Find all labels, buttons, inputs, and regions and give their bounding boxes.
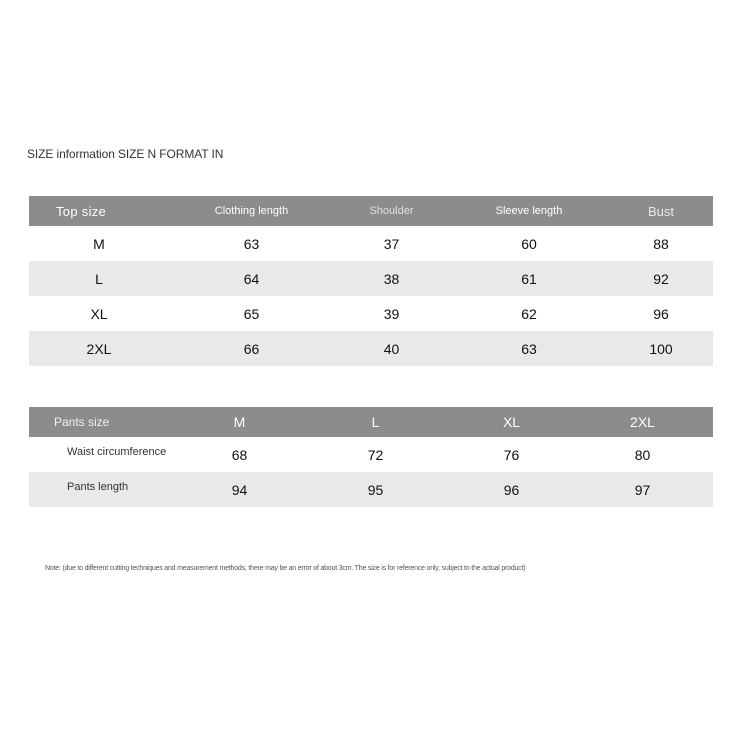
pants-size-table — [29, 407, 713, 507]
header-top-size: Top size — [56, 203, 107, 219]
top-size-table — [29, 196, 713, 366]
cell-bust: 88 — [653, 235, 669, 252]
cell-bust: 100 — [649, 340, 673, 357]
cell-size-m: 68 — [231, 446, 248, 463]
cell-size-xl: 96 — [503, 481, 520, 498]
cell-clothing-length: 65 — [243, 305, 260, 322]
table-row — [29, 296, 713, 331]
cell-bust: 96 — [653, 305, 669, 322]
header-sleeve-length: Sleeve length — [495, 205, 563, 217]
table-row — [29, 261, 713, 296]
cell-measure-label: Pants length — [67, 481, 129, 493]
header-size-xl: XL — [502, 414, 521, 430]
cell-size-l: 72 — [367, 446, 384, 463]
cell-measure-label: Waist circumference — [67, 446, 167, 458]
pants-size-header-row — [29, 407, 713, 437]
cell-size-2xl: 80 — [634, 446, 651, 463]
size-info-heading: SIZE information SIZE N FORMAT IN — [27, 147, 224, 161]
table-row — [29, 331, 713, 366]
table-row — [29, 226, 713, 261]
header-shoulder: Shoulder — [369, 205, 414, 217]
cell-clothing-length: 66 — [243, 340, 260, 357]
measurement-note: Note: (due to different cutting techniques and measurement methods, there may be an error of about 3cm. The size is for reference only, subject to the actual product) — [45, 565, 526, 572]
cell-sleeve-length: 60 — [521, 235, 537, 252]
header-clothing-length: Clothing length — [214, 205, 289, 217]
cell-shoulder: 39 — [383, 305, 400, 322]
cell-size-m: 94 — [231, 481, 248, 498]
cell-shoulder: 40 — [383, 340, 400, 357]
header-pants-size: Pants size — [54, 415, 110, 429]
cell-sleeve-length: 62 — [521, 305, 537, 322]
cell-size-2xl: 97 — [634, 481, 651, 498]
cell-size-xl: 76 — [503, 446, 520, 463]
cell-size: 2XL — [86, 340, 112, 357]
cell-sleeve-length: 61 — [521, 270, 537, 287]
header-bust: Bust — [647, 203, 674, 219]
top-size-header-row — [29, 196, 713, 226]
cell-size-l: 95 — [367, 481, 384, 498]
cell-sleeve-length: 63 — [521, 340, 537, 357]
cell-bust: 92 — [653, 270, 669, 287]
table-row — [29, 472, 713, 507]
cell-shoulder: 37 — [383, 235, 400, 252]
table-row — [29, 437, 713, 472]
cell-size: M — [93, 235, 105, 252]
header-size-m: M — [233, 414, 246, 430]
header-size-2xl: 2XL — [630, 414, 655, 430]
cell-size: L — [95, 270, 103, 287]
cell-clothing-length: 64 — [243, 270, 260, 287]
cell-clothing-length: 63 — [243, 235, 260, 252]
cell-shoulder: 38 — [383, 270, 400, 287]
header-size-l: L — [371, 414, 380, 430]
cell-size: XL — [90, 305, 108, 322]
